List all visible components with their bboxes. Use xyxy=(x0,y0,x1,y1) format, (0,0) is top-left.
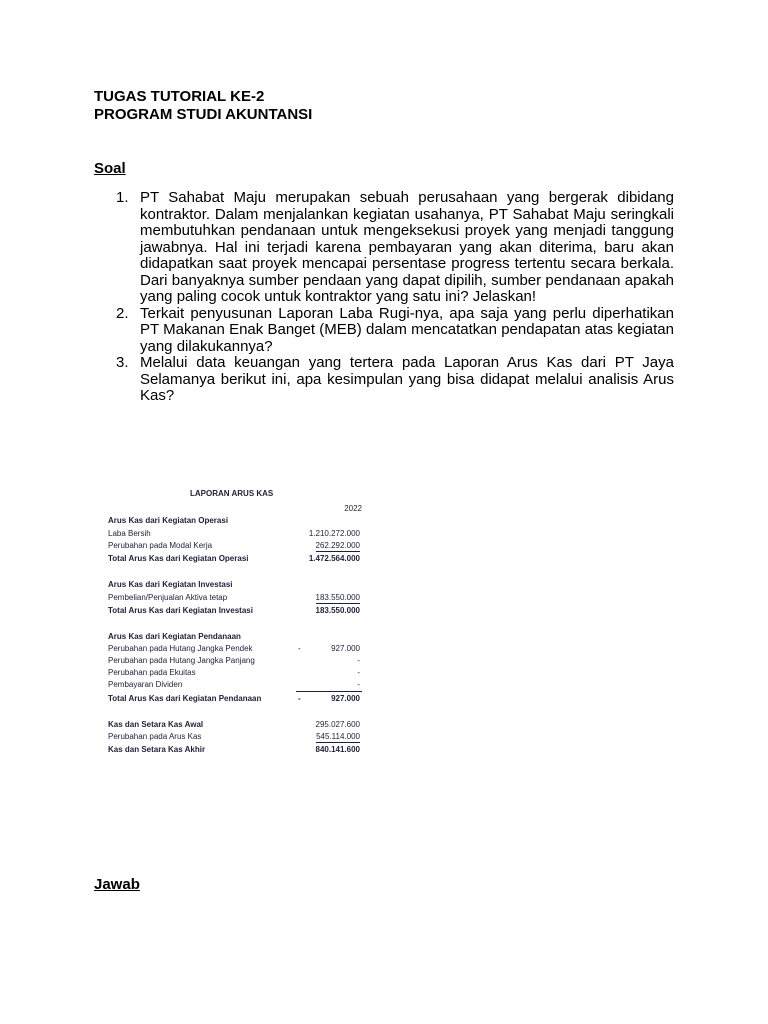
question-item xyxy=(116,189,674,306)
table-row: Laba Bersih 1.210.272.000 xyxy=(108,529,360,538)
table-row: Total Arus Kas dari Kegiatan Pendanaan - 927.000 xyxy=(108,694,360,703)
table-row: Total Arus Kas dari Kegiatan Operasi 1.472.564.000 xyxy=(108,554,360,563)
operasi-heading: Arus Kas dari Kegiatan Operasi xyxy=(108,516,229,525)
table-row: Perubahan pada Hutang Jangka Panjang - xyxy=(108,656,360,665)
cash-flow-statement xyxy=(108,489,366,761)
cash-flow-title: LAPORAN ARUS KAS xyxy=(190,489,274,498)
table-row: Perubahan pada Arus Kas 545.114.000 xyxy=(108,732,360,741)
investasi-heading: Arus Kas dari Kegiatan Investasi xyxy=(108,580,233,589)
assignment-title: TUGAS TUTORIAL KE-2 xyxy=(94,88,265,105)
table-row: Perubahan pada Modal Kerja 262.292.000 xyxy=(108,541,360,550)
question-text: Terkait penyusunan Laporan Laba Rugi-nya, apa saja yang perlu diperhatikan PT Makanan Enak Banget (MEB) dalam mencatatkan pendapatan atas kegiatan yang dilakukannya? xyxy=(140,304,674,355)
soal-heading: Soal xyxy=(94,160,126,177)
question-list xyxy=(116,189,674,405)
question-item xyxy=(116,354,674,405)
table-row: Pembayaran Dividen - xyxy=(108,680,360,689)
table-row: Pembelian/Penjualan Aktiva tetap 183.550.000 xyxy=(108,593,360,602)
program-title: PROGRAM STUDI AKUNTANSI xyxy=(94,106,313,123)
question-number: 2. xyxy=(116,304,129,322)
question-text: Melalui data keuangan yang tertera pada Laporan Arus Kas dari PT Jaya Selamanya berikut ini, apa kesimpulan yang bisa didapat melalui analisis Arus Kas? xyxy=(140,354,674,404)
question-number: 1. xyxy=(116,189,129,206)
question-item xyxy=(116,304,674,356)
table-row: Kas dan Setara Kas Awal 295.027.600 xyxy=(108,720,360,729)
divider xyxy=(296,691,362,692)
table-row: Perubahan pada Ekuitas - xyxy=(108,668,360,677)
table-row: Kas dan Setara Kas Akhir 840.141.600 xyxy=(108,745,360,754)
pendanaan-heading: Arus Kas dari Kegiatan Pendanaan xyxy=(108,632,241,641)
table-row: Perubahan pada Hutang Jangka Pendek - 927.000 xyxy=(108,644,360,653)
question-text: PT Sahabat Maju merupakan sebuah perusahaan yang bergerak dibidang kontraktor. Dalam menjalankan kegiatan usahanya, PT Sahabat Maju seringkali membutuhkan pendanaan untuk mengeksekusi proyek yang menjadi tanggung jawabnya. Hal ini terjadi karena pembayaran yang akan diterima, baru akan didapatkan saat proyek mencapai persentase progress tertentu secara berkala. Dari banyaknya sumber pendaan yang dapat dipilih, sumber pendanaan apakah yang paling cocok untuk kontraktor yang satu ini? Jelaskan! xyxy=(140,189,674,305)
jawab-heading: Jawab xyxy=(94,876,140,893)
question-number: 3. xyxy=(116,354,129,371)
cash-flow-year: 2022 xyxy=(344,504,362,513)
table-row: Total Arus Kas dari Kegiatan Investasi 183.550.000 xyxy=(108,606,360,615)
